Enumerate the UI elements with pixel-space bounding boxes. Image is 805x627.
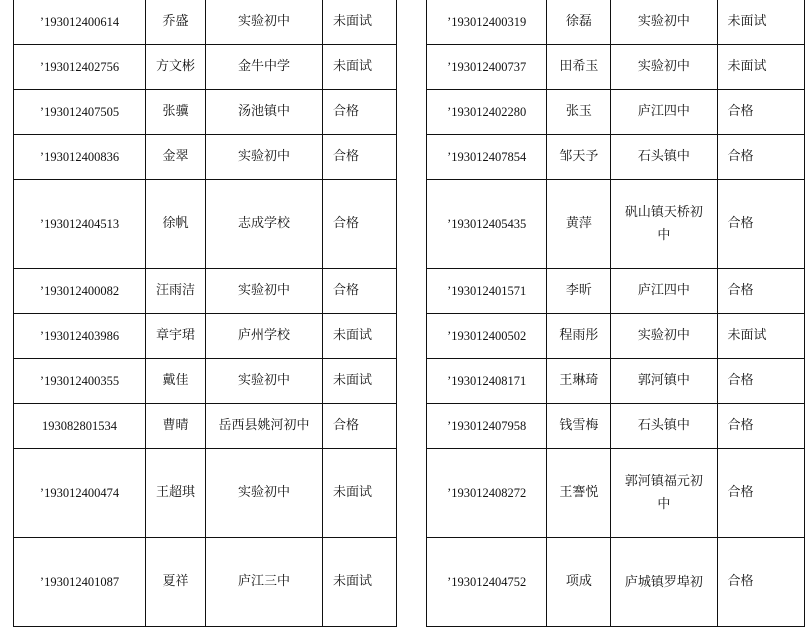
candidate-id: ’193012407958 [427,404,547,449]
school-name [611,449,717,538]
candidate-id: ’193012400082 [14,269,146,314]
candidate-id: ’193012400474 [14,449,146,538]
school-name: 庐江四中 [611,269,717,314]
table-row [427,135,805,180]
interview-result: 合格 [323,180,397,269]
school-name: 石头镇中 [611,135,717,180]
school-name: 实验初中 [611,0,717,45]
table-row [14,359,397,404]
candidate-name: 王謇悦 [547,449,611,538]
candidate-name: 项成 [547,538,611,627]
school-name: 实验初中 [206,269,323,314]
table-row [14,90,397,135]
candidate-name: 戴佳 [146,359,206,404]
table-row [427,0,805,45]
interview-result: 未面试 [323,449,397,538]
school-name: 志成学校 [206,180,323,269]
school-name: 实验初中 [206,359,323,404]
candidate-id: ’193012402280 [427,90,547,135]
candidate-name: 王琳琦 [547,359,611,404]
candidate-id: ’193012400319 [427,0,547,45]
interview-result: 合格 [717,135,804,180]
interview-result: 合格 [323,135,397,180]
candidate-name: 程雨彤 [547,314,611,359]
candidate-id: ’193012400502 [427,314,547,359]
candidate-name: 徐帆 [146,180,206,269]
candidate-name: 黄萍 [547,180,611,269]
candidate-id: ’193012400355 [14,359,146,404]
interview-result: 未面试 [323,0,397,45]
candidate-id: ’193012405435 [427,180,547,269]
candidate-name: 夏祥 [146,538,206,627]
table-row [427,45,805,90]
table-row [427,538,805,627]
interview-result: 合格 [323,269,397,314]
interview-result: 合格 [717,359,804,404]
school-name-line: 郭河镇福元初 [624,474,703,489]
candidate-name: 章宇珺 [146,314,206,359]
table-row [427,180,805,269]
candidate-id: ’193012407505 [14,90,146,135]
interview-result: 未面试 [323,45,397,90]
table-row [427,269,805,314]
table-row [427,314,805,359]
interview-result: 未面试 [717,45,804,90]
interview-result: 合格 [717,269,804,314]
school-name-line: 庐城镇罗埠初 [624,574,703,590]
school-name: 岳西县姚河初中 [206,404,323,449]
candidate-name: 张骥 [146,90,206,135]
candidate-name: 乔盛 [146,0,206,45]
candidate-id: ’193012402756 [14,45,146,90]
school-name: 实验初中 [206,0,323,45]
candidate-name: 徐磊 [547,0,611,45]
table-row [427,449,805,538]
school-name [611,180,717,269]
candidate-id: ’193012400737 [427,45,547,90]
interview-result: 合格 [323,90,397,135]
right-results-table [426,0,805,627]
school-name: 郭河镇中 [611,359,717,404]
left-results-table [13,0,397,627]
interview-result: 合格 [717,90,804,135]
school-name-line: 矾山镇天桥初 [624,205,703,220]
interview-result: 合格 [323,404,397,449]
candidate-name: 金翠 [146,135,206,180]
candidate-id: ’193012408171 [427,359,547,404]
candidate-id: ’193012400614 [14,0,146,45]
candidate-id: ’193012401087 [14,538,146,627]
interview-result: 未面试 [323,314,397,359]
table-row [14,135,397,180]
interview-result: 未面试 [717,0,804,45]
school-name: 金牛中学 [206,45,323,90]
table-row [427,359,805,404]
candidate-id: 193082801534 [14,404,146,449]
school-name-line: 中 [657,497,671,512]
interview-result: 未面试 [323,359,397,404]
candidate-name: 曹晴 [146,404,206,449]
candidate-name: 钱雪梅 [547,404,611,449]
table-row [14,449,397,538]
school-name: 实验初中 [206,135,323,180]
candidate-name: 田希玉 [547,45,611,90]
candidate-name: 方文彬 [146,45,206,90]
candidate-name: 张玉 [547,90,611,135]
interview-result: 未面试 [717,314,804,359]
interview-result: 合格 [717,449,804,538]
candidate-id: ’193012400836 [14,135,146,180]
school-name: 实验初中 [611,45,717,90]
table-row [427,404,805,449]
candidate-id: ’193012407854 [427,135,547,180]
candidate-name: 王超琪 [146,449,206,538]
candidate-id: ’193012408272 [427,449,547,538]
interview-result: 合格 [717,180,804,269]
school-name: 实验初中 [611,314,717,359]
table-row [14,404,397,449]
table-row [14,0,397,45]
candidate-name: 汪雨洁 [146,269,206,314]
school-name: 庐江三中 [206,538,323,627]
table-row [14,45,397,90]
candidate-id: ’193012403986 [14,314,146,359]
school-name-line: 中 [657,228,671,243]
interview-result: 合格 [717,404,804,449]
school-name: 庐江四中 [611,90,717,135]
table-row [14,269,397,314]
interview-result: 合格 [717,538,804,627]
school-name: 庐州学校 [206,314,323,359]
table-row [14,314,397,359]
candidate-id: ’193012404752 [427,538,547,627]
table-row [14,538,397,627]
candidate-name: 李昕 [547,269,611,314]
school-name [611,538,717,627]
candidate-id: ’193012404513 [14,180,146,269]
candidate-name: 邹天予 [547,135,611,180]
candidate-id: ’193012401571 [427,269,547,314]
table-row [427,90,805,135]
school-name: 石头镇中 [611,404,717,449]
school-name: 实验初中 [206,449,323,538]
table-row [14,180,397,269]
school-name: 汤池镇中 [206,90,323,135]
interview-result: 未面试 [323,538,397,627]
